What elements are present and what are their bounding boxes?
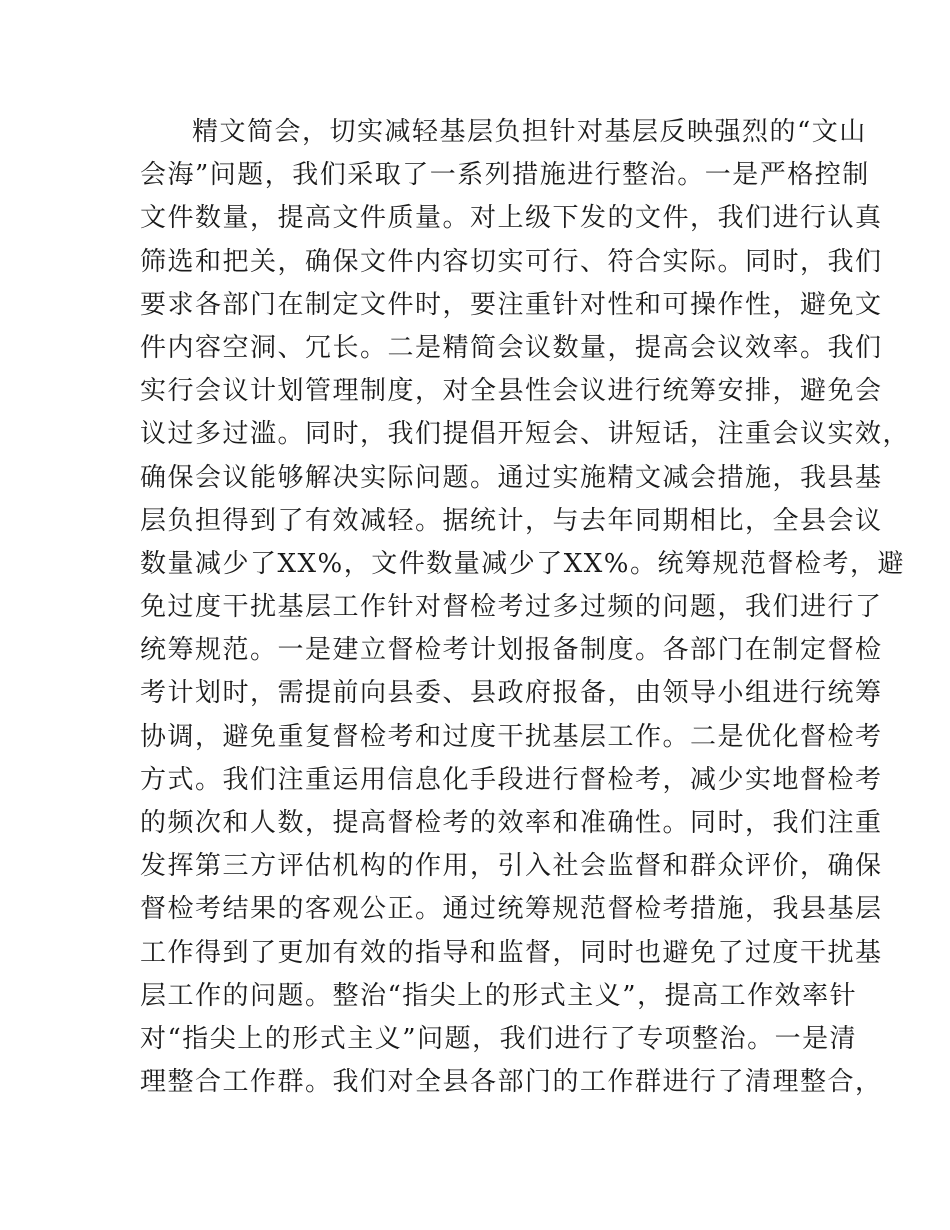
paragraph-line: 筛选和把关，确保文件内容切实可行、符合实际。同时，我们	[140, 246, 883, 277]
paragraph-line: 督检考结果的客观公正。通过统筹规范督检考措施，我县基层	[140, 894, 883, 925]
paragraph-line: 实行会议计划管理制度，对全县性会议进行统筹安排，避免会	[140, 376, 883, 407]
paragraph-line: 考计划时，需提前向县委、县政府报备，由领导小组进行统筹	[140, 678, 883, 709]
paragraph-line: 协调，避免重复督检考和过度干扰基层工作。二是优化督检考	[140, 721, 883, 752]
paragraph-line: 层负担得到了有效减轻。据统计，与去年同期相比，全县会议	[140, 505, 883, 536]
paragraph-line: 方式。我们注重运用信息化手段进行督检考，减少实地督检考	[140, 764, 883, 795]
paragraph-line: 工作得到了更加有效的指导和监督，同时也避免了过度干扰基	[140, 937, 883, 968]
paragraph-line: 理整合工作群。我们对全县各部门的工作群进行了清理整合，	[140, 1067, 883, 1098]
paragraph-line: 精文简会，切实减轻基层负担针对基层反映强烈的“文山	[192, 117, 867, 147]
paragraph-line: 免过度干扰基层工作针对督检考过多过频的问题，我们进行了	[140, 592, 883, 623]
paragraph-line: 文件数量，提高文件质量。对上级下发的文件，我们进行认真	[140, 203, 883, 234]
paragraph-line: 件内容空洞、冗长。二是精简会议数量，提高会议效率。我们	[140, 332, 883, 363]
paragraph-line: 要求各部门在制定文件时，要注重针对性和可操作性，避免文	[140, 289, 883, 320]
body-paragraph	[140, 111, 911, 1104]
paragraph-line: 对“指尖上的形式主义”问题，我们进行了专项整治。一是清	[140, 1023, 858, 1054]
paragraph-line: 层工作的问题。整治“指尖上的形式主义”，提高工作效率针	[140, 980, 858, 1011]
paragraph-line: 议过多过滥。同时，我们提倡开短会、讲短话，注重会议实效，	[140, 419, 911, 450]
paragraph-line: 确保会议能够解决实际问题。通过实施精文减会措施，我县基	[140, 462, 883, 493]
paragraph-line: 发挥第三方评估机构的作用，引入社会监督和群众评价，确保	[140, 851, 883, 882]
paragraph-line: 的频次和人数，提高督检考的效率和准确性。同时，我们注重	[140, 808, 883, 838]
paragraph-line: 统筹规范。一是建立督检考计划报备制度。各部门在制定督检	[140, 635, 883, 666]
paragraph-line: 会海”问题，我们采取了一系列措施进行整治。一是严格控制	[140, 160, 870, 191]
paragraph-line: 数量减少了XX%，文件数量减少了XX%。统筹规范督检考，避	[140, 548, 905, 579]
